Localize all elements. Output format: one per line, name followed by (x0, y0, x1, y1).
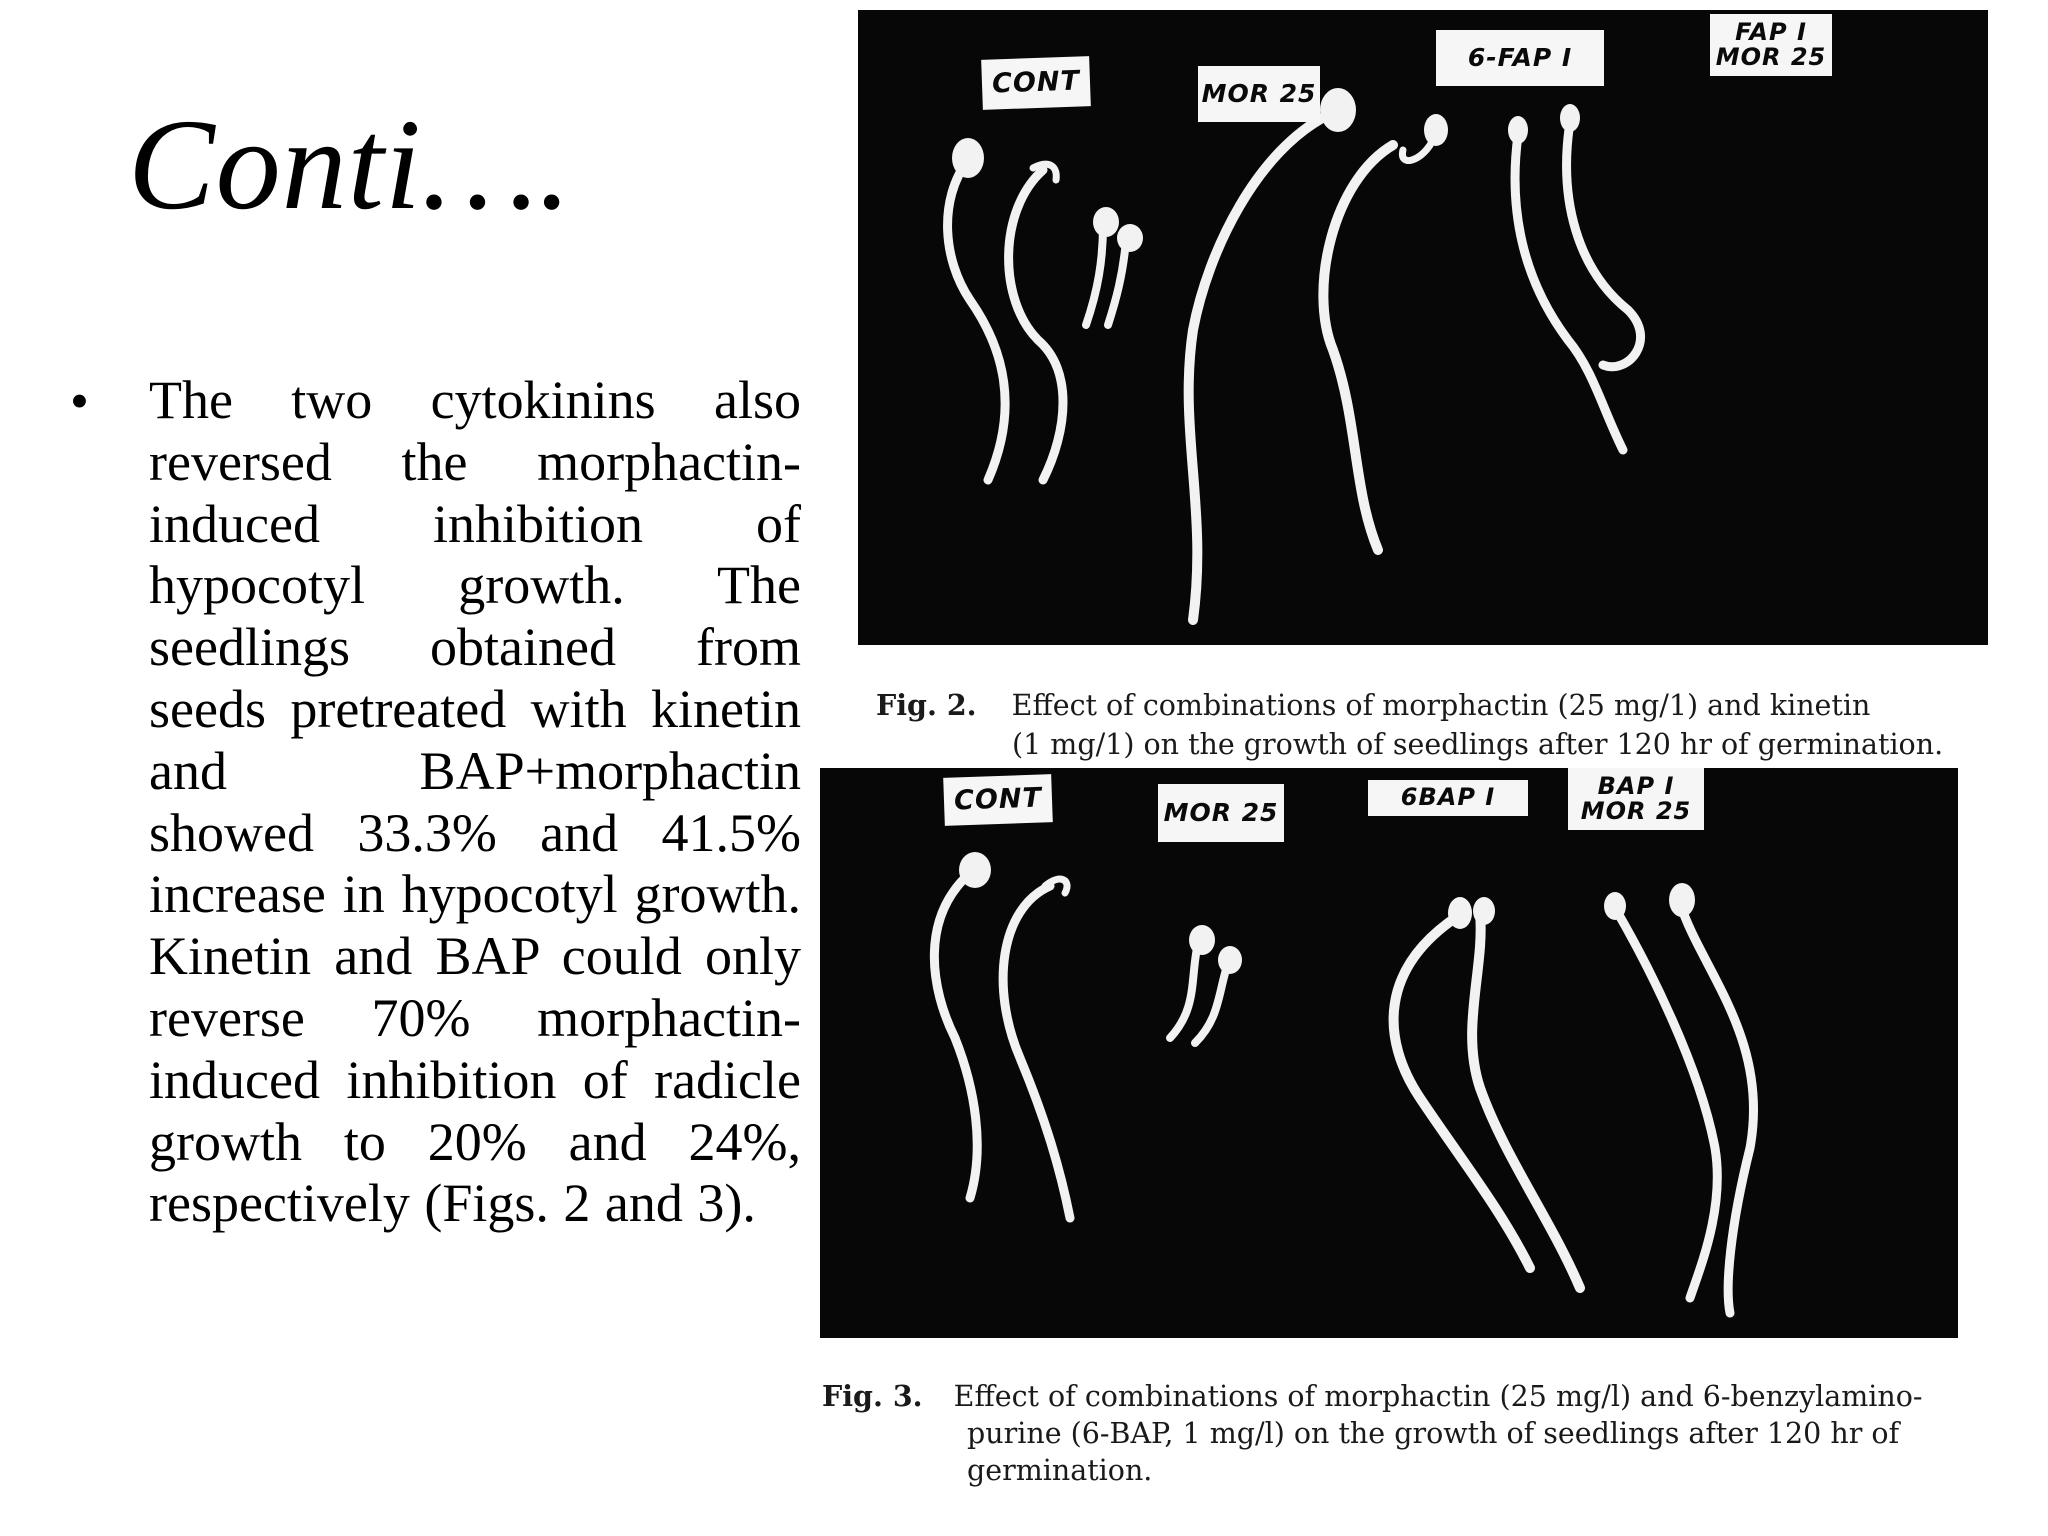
seedling (1108, 240, 1126, 325)
seedling (1003, 886, 1070, 1218)
caption-line: Effect of combinations of morphactin (25 mg/l) and 6-benzylamino- (953, 1380, 1923, 1413)
seed-cotyledon (1117, 224, 1143, 252)
caption-line: purine (6-BAP, 1 mg/l) on the growth of seedlings after 120 hr of germination. (967, 1417, 1900, 1487)
seed-cotyledon (1448, 897, 1472, 929)
seed-cotyledon (1424, 114, 1448, 146)
caption-line: (1 mg/1) on the growth of seedlings after 120 hr of germination. (1012, 728, 1944, 761)
seedling (1323, 145, 1393, 550)
seed-cotyledon (1189, 925, 1215, 955)
figure-2-label-cont: CONT (981, 56, 1091, 110)
figure-2-label-mor25: MOR 25 (1198, 66, 1320, 122)
bullet-text: The two cytokinins also reversed the morphactin-induced inhibition of hypocotyl growth. The seedlings obtained from seeds pretreated with kinetin and BAP+morphactin showed 33.3% and 41.5% increase in hypocotyl growth. Kinetin and BAP could only reverse 70% morphactin-induced inhibition of radicle growth to 20% and 24%, respectively (Figs. 2 and 3). (149, 370, 801, 1234)
seed-cotyledon (952, 138, 984, 178)
figure-2-photo (858, 10, 1988, 645)
figure-2-caption (876, 686, 2016, 764)
seed-cotyledon (1320, 88, 1356, 132)
bullet-marker: • (70, 371, 89, 431)
seed-cotyledon (1093, 207, 1119, 237)
figure-3-label-6bap: 6BAP I (1368, 780, 1528, 816)
seed-cotyledon (1604, 892, 1626, 920)
seedling (1170, 943, 1198, 1038)
figure-2-label-6fap: 6-FAP I (1436, 30, 1604, 86)
seed-cotyledon (1473, 897, 1495, 925)
label-line: FAP I (1735, 17, 1807, 46)
seedling (1615, 908, 1717, 1298)
label-line: MOR 25 (1580, 797, 1692, 825)
figure-3-caption (822, 1378, 2042, 1489)
slide-title: Conti…. (128, 93, 573, 237)
seedling (1009, 170, 1063, 480)
figure-number: Fig. 2. (876, 688, 977, 722)
seed-cotyledon (1508, 116, 1528, 144)
seedling (1086, 225, 1103, 325)
figure-3-seedlings (820, 768, 1958, 1338)
label-line: MOR 25 (1715, 43, 1827, 71)
seedling (1394, 916, 1530, 1268)
seedling (1472, 913, 1580, 1288)
seed-cotyledon (959, 852, 991, 888)
figure-number: Fig. 3. (822, 1379, 923, 1413)
figure-3-label-bap-mor25 (1568, 768, 1704, 830)
seedling (1680, 903, 1754, 1313)
seedling (1567, 122, 1641, 367)
seed-cotyledon (1218, 946, 1242, 974)
caption-line: Effect of combinations of morphactin (25 mg/1) and kinetin (1011, 689, 1871, 722)
seedling (1195, 963, 1228, 1043)
figure-3-label-cont: CONT (943, 774, 1053, 826)
seedling (934, 873, 977, 1198)
figure-3-photo (820, 768, 1958, 1338)
seedling (1189, 115, 1328, 620)
seedling (948, 160, 1006, 480)
seed-cotyledon (1669, 883, 1695, 917)
bullet-item (70, 370, 802, 1235)
figure-2-label-fap-mor25 (1710, 14, 1832, 76)
figure-3-label-mor25: MOR 25 (1158, 784, 1284, 842)
seed-cotyledon (1560, 104, 1580, 132)
label-line: BAP I (1597, 771, 1675, 800)
